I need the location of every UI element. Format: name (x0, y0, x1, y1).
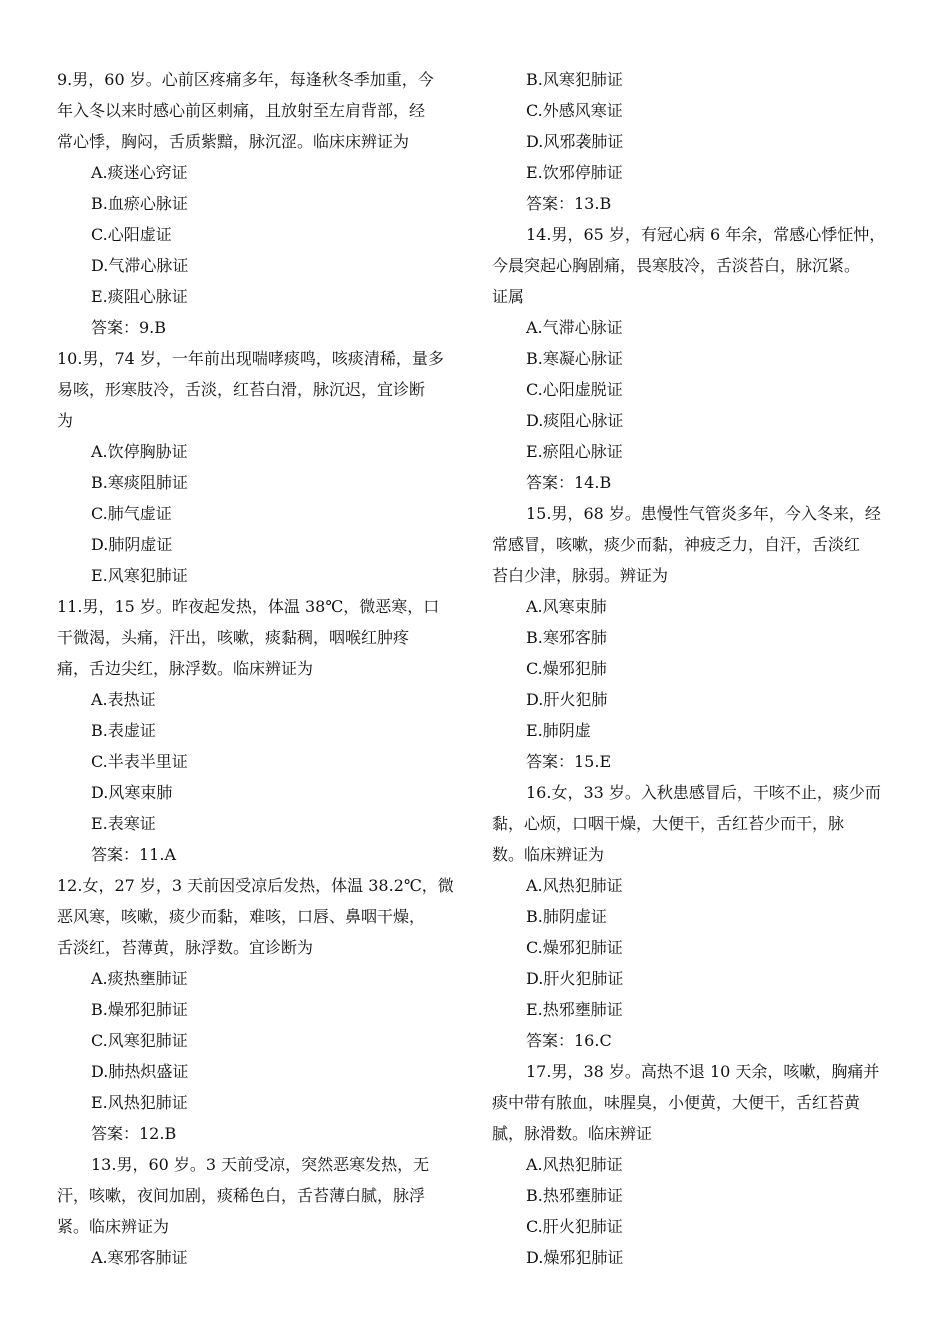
answer-option: E.饮邪停肺证 (526, 163, 623, 182)
question-text-line: 年入冬以来时感心前区刺痛，且放射至左肩背部，经 (57, 101, 426, 120)
answer-option: C.燥邪犯肺 (526, 659, 607, 678)
answer-key: 答案：12.B (91, 1124, 177, 1143)
answer-option: C.半表半里证 (91, 752, 188, 771)
question-text-line: 为 (57, 411, 74, 430)
question-text-line: 黏，心烦，口咽干燥，大便干，舌红苔少而干，脉 (492, 814, 845, 833)
question-text-line: 干微渴，头痛，汗出，咳嗽，痰黏稠，咽喉红肿疼 (57, 628, 410, 647)
answer-key: 答案：9.B (91, 318, 167, 337)
answer-option: B.热邪壅肺证 (526, 1186, 623, 1205)
answer-option: B.寒痰阻肺证 (91, 473, 188, 492)
question-text-line: 10.男，74 岁，一年前出现喘哮痰鸣，咳痰清稀，量多 (57, 349, 444, 368)
question-text-line: 今晨突起心胸剧痛，畏寒肢冷，舌淡苔白，脉沉紧。 (492, 256, 861, 275)
answer-option: D.风邪袭肺证 (526, 132, 624, 151)
question-text-line: 13.男，60 岁。3 天前受凉，突然恶寒发热，无 (91, 1155, 430, 1174)
answer-option: A.风寒束肺 (526, 597, 607, 616)
question-text-line: 12.女，27 岁，3 天前因受凉后发热，体温 38.2℃，微 (57, 876, 454, 895)
question-text-line: 汗，咳嗽，夜间加剧，痰稀色白，舌苔薄白腻，脉浮 (57, 1186, 426, 1205)
answer-option: D.风寒束肺 (91, 783, 173, 802)
answer-option: A.表热证 (91, 690, 156, 709)
right-column (492, 64, 897, 1273)
answer-option: B.寒凝心脉证 (526, 349, 623, 368)
answer-option: C.心阳虚证 (91, 225, 172, 244)
answer-option: A.饮停胸胁证 (91, 442, 188, 461)
question-text-line: 常心悸，胸闷，舌质紫黯，脉沉涩。临床床辨证为 (57, 132, 410, 151)
question-text-line: 痛，舌边尖红，脉浮数。临床辨证为 (57, 659, 314, 678)
question-text-line: 16.女，33 岁。入秋患感冒后，干咳不止，痰少而 (526, 783, 881, 802)
answer-option: A.寒邪客肺证 (91, 1248, 188, 1267)
answer-key: 答案：15.E (526, 752, 612, 771)
answer-option: C.肝火犯肺证 (526, 1217, 623, 1236)
answer-option: E.热邪壅肺证 (526, 1000, 623, 1019)
answer-option: A.风热犯肺证 (526, 876, 623, 895)
answer-option: D.肝火犯肺证 (526, 969, 624, 988)
answer-option: B.血瘀心脉证 (91, 194, 188, 213)
question-text-line: 11.男，15 岁。昨夜起发热，体温 38℃，微恶寒，口 (57, 597, 440, 616)
answer-option: E.风热犯肺证 (91, 1093, 188, 1112)
answer-option: A.气滞心脉证 (526, 318, 623, 337)
answer-option: A.风热犯肺证 (526, 1155, 623, 1174)
answer-option: B.风寒犯肺证 (526, 70, 623, 89)
answer-option: C.肺气虚证 (91, 504, 172, 523)
answer-key: 答案：14.B (526, 473, 612, 492)
answer-option: C.外感风寒证 (526, 101, 623, 120)
answer-option: B.表虚证 (91, 721, 156, 740)
answer-option: D.肺热炽盛证 (91, 1062, 189, 1081)
answer-option: E.肺阴虚 (526, 721, 591, 740)
answer-option: D.肺阴虚证 (91, 535, 173, 554)
answer-option: D.肝火犯肺 (526, 690, 608, 709)
answer-option: D.气滞心脉证 (91, 256, 189, 275)
question-text-line: 9.男，60 岁。心前区疼痛多年，每逢秋冬季加重，今 (57, 70, 434, 89)
answer-option: D.痰阻心脉证 (526, 411, 624, 430)
answer-option: C.心阳虚脱证 (526, 380, 623, 399)
answer-key: 答案：16.C (526, 1031, 612, 1050)
question-text-line: 17.男，38 岁。高热不退 10 天余，咳嗽，胸痛并 (526, 1062, 880, 1081)
answer-option: C.风寒犯肺证 (91, 1031, 188, 1050)
answer-option: A.痰热壅肺证 (91, 969, 188, 988)
answer-key: 答案：13.B (526, 194, 612, 213)
answer-option: C.燥邪犯肺证 (526, 938, 623, 957)
answer-key: 答案：11.A (91, 845, 177, 864)
question-text-line: 14.男，65 岁，有冠心病 6 年余，常感心悸怔忡， (526, 225, 886, 244)
question-text-line: 易咳，形寒肢冷，舌淡，红苔白滑，脉沉迟，宜诊断 (57, 380, 426, 399)
answer-option: E.风寒犯肺证 (91, 566, 188, 585)
answer-option: E.瘀阻心脉证 (526, 442, 623, 461)
answer-option: A.痰迷心窍证 (91, 163, 188, 182)
question-text-line: 数。临床辨证为 (492, 845, 605, 864)
answer-option: B.肺阴虚证 (526, 907, 607, 926)
answer-option: D.燥邪犯肺证 (526, 1248, 624, 1267)
answer-option: B.寒邪客肺 (526, 628, 607, 647)
question-text-line: 常感冒，咳嗽，痰少而黏，神疲乏力，自汗，舌淡红 (492, 535, 861, 554)
left-column (57, 64, 462, 1273)
question-text-line: 苔白少津，脉弱。辨证为 (492, 566, 669, 585)
question-text-line: 恶风寒，咳嗽，痰少而黏，难咳，口唇、鼻咽干燥， (57, 907, 426, 926)
answer-option: E.痰阻心脉证 (91, 287, 188, 306)
question-text-line: 舌淡红，苔薄黄，脉浮数。宜诊断为 (57, 938, 314, 957)
question-text-line: 痰中带有脓血，味腥臭，小便黄，大便干，舌红苔黄 (492, 1093, 861, 1112)
question-text-line: 腻，脉滑数。临床辨证 (492, 1124, 653, 1143)
answer-option: E.表寒证 (91, 814, 156, 833)
question-text-line: 紧。临床辨证为 (57, 1217, 170, 1236)
answer-option: B.燥邪犯肺证 (91, 1000, 188, 1019)
question-text-line: 证属 (492, 287, 525, 306)
question-text-line: 15.男，68 岁。患慢性气管炎多年，今入冬来，经 (526, 504, 881, 523)
